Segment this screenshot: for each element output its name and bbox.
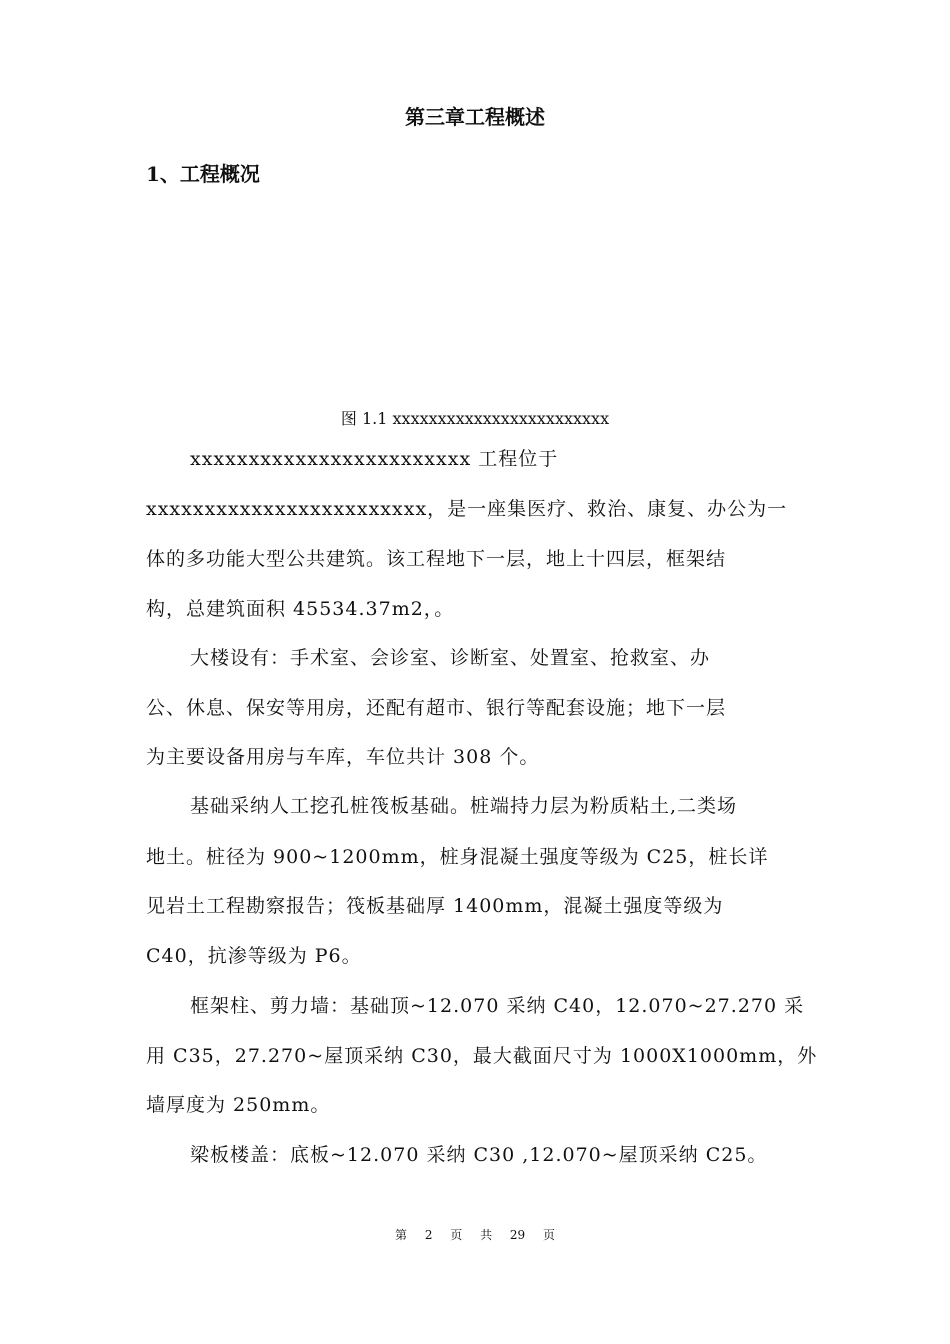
paragraph-line: 框架柱、剪力墙：基础顶~12.070 采纳 C40，12.070~27.270 采	[190, 995, 805, 1017]
paragraph-line: 公、休息、保安等用房，还配有超市、银行等配套设施；地下一层	[146, 697, 727, 719]
figure-caption: 图 1.1 xxxxxxxxxxxxxxxxxxxxxxxx	[340, 409, 610, 428]
paragraph-line: C40，抗渗等级为 P6。	[146, 945, 362, 967]
paragraph-line: 墙厚度为 250mm。	[146, 1094, 331, 1116]
paragraph-line: 体的多功能大型公共建筑。该工程地下一层，地上十四层，框架结	[146, 548, 727, 570]
chapter-title: 第三章工程概述	[405, 105, 545, 129]
paragraph-line: 构，总建筑面积 45534.37m2，。	[146, 598, 455, 620]
paragraph-line: 见岩土工程勘察报告；筏板基础厚 1400mm，混凝土强度等级为	[146, 895, 724, 917]
page-footer: 第 2 页 共 29 页	[395, 1228, 555, 1242]
paragraph-line: 基础采纳人工挖孔桩筏板基础。桩端持力层为粉质粘土,二类场	[190, 795, 738, 817]
paragraph-line: 用 C35，27.270~屋顶采纳 C30，最大截面尺寸为 1000X1000mm，外	[146, 1045, 818, 1067]
paragraph-line: 为主要设备用房与车库，车位共计 308 个。	[146, 746, 540, 768]
paragraph-line: xxxxxxxxxxxxxxxxxxxxxxxx 工程位于	[190, 448, 559, 470]
paragraph-line: 大楼设有：手术室、会诊室、诊断室、处置室、抢救室、办	[190, 647, 711, 669]
section-title: 1、工程概况	[146, 162, 260, 186]
paragraph-line: 地土。桩径为 900~1200mm，桩身混凝土强度等级为 C25，桩长详	[146, 846, 769, 868]
paragraph-line: 梁板楼盖：底板~12.070 采纳 C30 ,12.070~屋顶采纳 C25。	[190, 1144, 768, 1166]
paragraph-line: xxxxxxxxxxxxxxxxxxxxxxxx，是一座集医疗、救治、康复、办公为一	[146, 498, 788, 520]
